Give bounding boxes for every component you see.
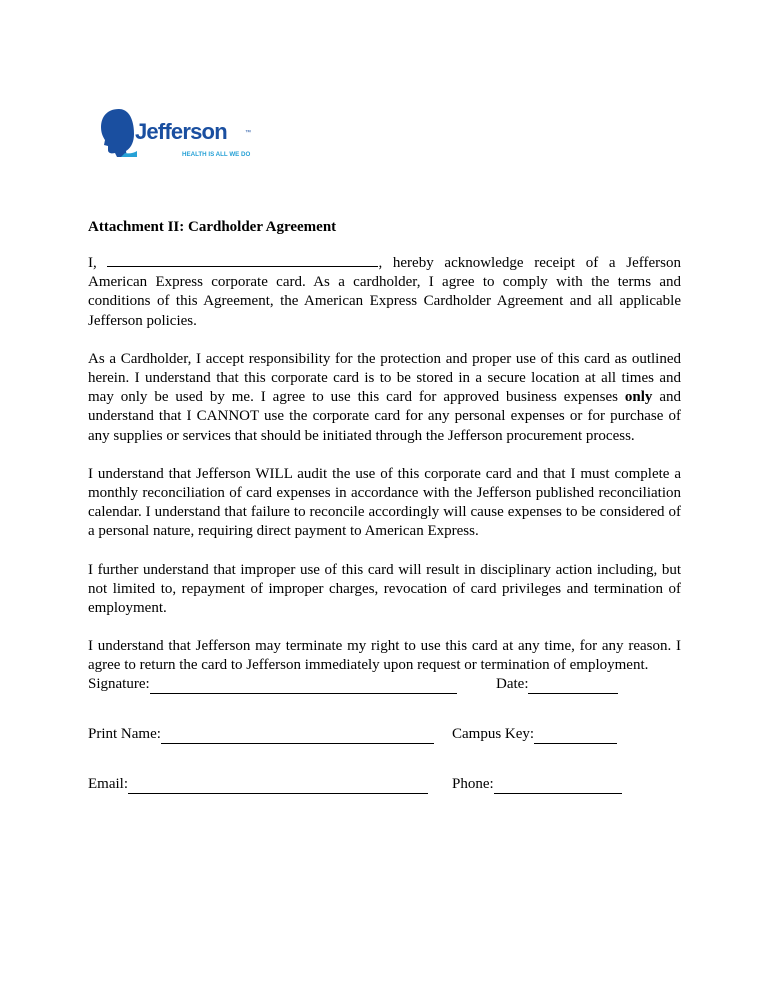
signature-label: Signature:	[88, 676, 150, 692]
date-field[interactable]	[496, 675, 618, 694]
phone-label: Phone:	[452, 776, 494, 792]
email-label: Email:	[88, 776, 128, 792]
print-name-label: Print Name:	[88, 726, 161, 742]
print-name-line[interactable]	[161, 730, 434, 744]
paragraph-suffix: , hereby acknowledge receipt of a Jefferson American Express corporate card. As a cardholder, I agree to comply with the terms and conditions of this Agreement, the American Express Cardholder Agreement and all applicable Jefferson policies.	[88, 255, 681, 329]
logo-tagline: HEALTH IS ALL WE DO	[182, 151, 251, 158]
logo-wordmark: Jefferson	[135, 119, 227, 144]
paragraph-audit: I understand that Jefferson WILL audit the use of this corporate card and that I must complete a monthly reconciliation of card expenses in accordance with the Jefferson published reconciliation calendar. I understand that failure to reconcile accordingly will cause expenses to be considered of a personal nature, requiring direct payment to American Express.	[88, 465, 681, 540]
paragraph-termination: I understand that Jefferson may terminate my right to use this card at any time, for any reason. I agree to return the card to Jefferson immediately upon request or termination of employment.	[88, 638, 681, 674]
email-field[interactable]	[88, 775, 428, 794]
signature-line[interactable]	[150, 680, 457, 694]
date-line[interactable]	[528, 680, 618, 694]
campus-key-line[interactable]	[534, 730, 617, 744]
campus-key-field[interactable]	[452, 725, 617, 744]
phone-line[interactable]	[494, 780, 622, 794]
campus-key-label: Campus Key:	[452, 726, 535, 742]
document-title: Attachment II: Cardholder Agreement	[88, 219, 337, 235]
signature-field[interactable]	[88, 675, 457, 694]
cardholder-name-blank[interactable]	[107, 254, 378, 267]
jefferson-logo	[97, 107, 277, 163]
phone-field[interactable]	[452, 775, 622, 794]
email-line[interactable]	[128, 780, 428, 794]
emphasis-only: only	[624, 389, 653, 406]
paragraph-text: As a Cardholder, I accept responsibility for the protection and proper use of this card as outlined herein. I understand that this corporate card is to be stored in a secure location at all times and may only be used by me. I agree to use this card for approved business expenses	[88, 350, 681, 406]
paragraph-acknowledgement	[88, 254, 681, 331]
paragraph-prefix: I,	[88, 255, 108, 271]
paragraph-responsibility	[88, 350, 681, 446]
logo-trademark: ™	[245, 130, 251, 136]
agreement-content	[88, 218, 681, 695]
date-label: Date:	[496, 676, 529, 692]
paragraph-improper-use: I further understand that improper use of this card will result in disciplinary action including, but not limited to, repayment of improper charges, revocation of card privileges and termination of employment.	[88, 561, 681, 617]
print-name-field[interactable]	[88, 725, 434, 744]
paragraph-text: and understand that I CANNOT use the corporate card for any personal expenses or for purchase of any supplies or services that should be initiated through the Jefferson procurement process.	[88, 389, 681, 444]
